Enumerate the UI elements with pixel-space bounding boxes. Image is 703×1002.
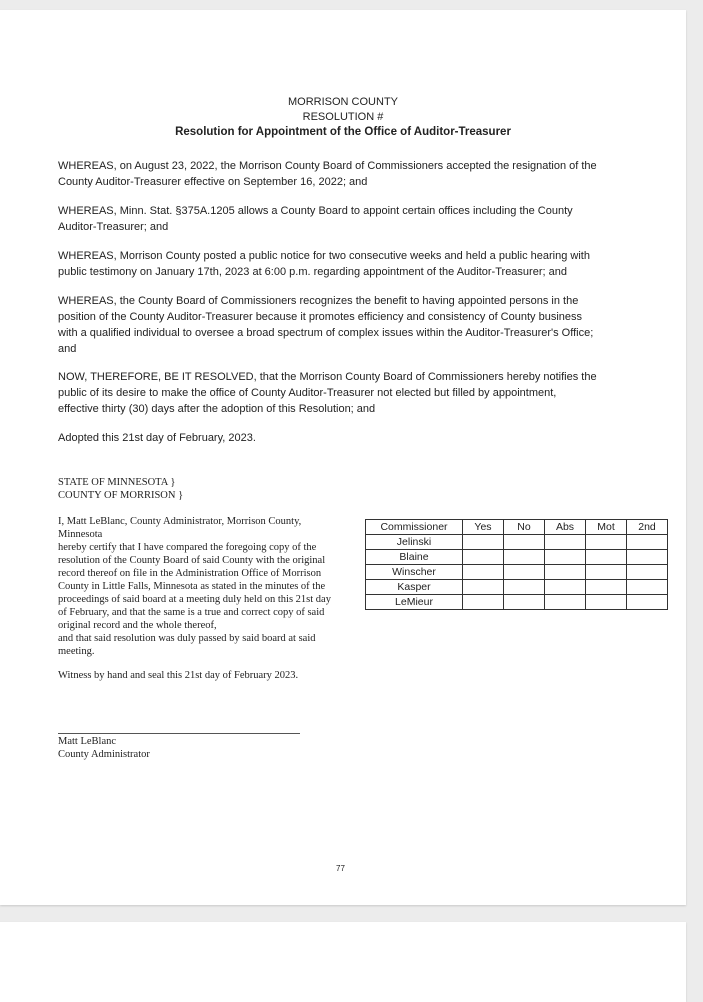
document-page	[0, 10, 686, 905]
resolution-paragraph	[58, 248, 590, 280]
vote-cell	[463, 580, 504, 595]
vote-cell	[463, 595, 504, 610]
paragraph-line: position of the County Auditor-Treasurer because it promotes efficiency and consistency of County business	[58, 311, 583, 323]
certification-line: resolution of the County Board of said County with the original	[58, 555, 326, 566]
table-row	[366, 565, 668, 580]
commissioner-name: Winscher	[366, 565, 463, 580]
commissioner-name: Jelinski	[366, 535, 463, 550]
column-header: Abs	[545, 520, 586, 535]
resolution-paragraph	[58, 369, 597, 417]
column-header: No	[504, 520, 545, 535]
column-header: Mot	[586, 520, 627, 535]
certification-line: of February, and that the same is a true and correct copy of said	[58, 607, 325, 618]
paragraph-line: WHEREAS, on August 23, 2022, the Morrison County Board of Commissioners accepted the resignation of the	[58, 160, 597, 172]
certification-line: proceedings of said board at a meeting duly held on this 21st day	[58, 594, 331, 605]
vote-cell	[463, 565, 504, 580]
next-document-page	[0, 922, 686, 1002]
column-header: Commissioner	[366, 520, 463, 535]
venue-county: COUNTY OF MORRISON }	[58, 490, 184, 501]
vote-cell	[545, 580, 586, 595]
signature-line	[58, 733, 300, 734]
certification-line: record thereof on file in the Administration Office of Morrison	[58, 568, 322, 579]
column-header: Yes	[463, 520, 504, 535]
vote-cell	[545, 535, 586, 550]
table-row	[366, 535, 668, 550]
column-header: 2nd	[627, 520, 668, 535]
certification-line: meeting.	[58, 646, 95, 657]
witness-statement: Witness by hand and seal this 21st day of February 2023.	[58, 670, 299, 681]
vote-cell	[504, 595, 545, 610]
certification-block	[58, 515, 331, 658]
paragraph-line: WHEREAS, the County Board of Commissioners recognizes the benefit to having appointed persons in the	[58, 295, 579, 307]
vote-cell	[545, 595, 586, 610]
resolution-number: RESOLUTION #	[302, 111, 384, 123]
certification-line: and that said resolution was duly passed by said board at said	[58, 633, 316, 644]
paragraph-line: public of its desire to make the office of County Auditor-Treasurer not elected but filled by appointment,	[58, 387, 557, 399]
vote-cell	[627, 595, 668, 610]
vote-cell	[586, 565, 627, 580]
table-row	[366, 550, 668, 565]
vote-cell	[627, 550, 668, 565]
vote-cell	[504, 535, 545, 550]
vote-cell	[627, 535, 668, 550]
paragraph-line: public testimony on January 17th, 2023 at 6:00 p.m. regarding appointment of the Auditor-Treasurer; and	[58, 266, 567, 278]
vote-cell	[504, 580, 545, 595]
signer-name: Matt LeBlanc	[58, 736, 117, 747]
table-row	[366, 595, 668, 610]
vote-cell	[627, 565, 668, 580]
certification-line: original record and the whole thereof,	[58, 620, 217, 631]
resolution-paragraph	[58, 430, 256, 446]
paragraph-line: WHEREAS, Minn. Stat. §375A.1205 allows a County Board to appoint certain offices including the County	[58, 205, 573, 217]
vote-cell	[586, 535, 627, 550]
page-number: 77	[336, 864, 345, 873]
paragraph-line: Adopted this 21st day of February, 2023.	[58, 432, 256, 444]
vote-cell	[545, 565, 586, 580]
certification-line: County in Little Falls, Minnesota as stated in the minutes of the	[58, 581, 326, 592]
paragraph-line: with a qualified individual to oversee a broad spectrum of complex issues within the Auditor-Treasurer's Office;	[58, 327, 594, 339]
vote-cell	[463, 535, 504, 550]
commissioner-name: Kasper	[366, 580, 463, 595]
resolution-paragraph	[58, 203, 573, 235]
paragraph-line: and	[58, 343, 77, 355]
venue-state: STATE OF MINNESOTA }	[58, 477, 176, 488]
paragraph-line: WHEREAS, Morrison County posted a public notice for two consecutive weeks and held a public hearing with	[58, 250, 590, 262]
paragraph-line: effective thirty (30) days after the adoption of this Resolution; and	[58, 403, 376, 415]
vote-cell	[504, 565, 545, 580]
resolution-title: Resolution for Appointment of the Office of Auditor-Treasurer	[175, 126, 511, 138]
paragraph-line: County Auditor-Treasurer effective on September 16, 2022; and	[58, 176, 368, 188]
vote-cell	[463, 550, 504, 565]
commissioner-name: Blaine	[366, 550, 463, 565]
paragraph-line: NOW, THEREFORE, BE IT RESOLVED, that the Morrison County Board of Commissioners hereby notifies the	[58, 371, 597, 383]
paragraph-line: Auditor-Treasurer; and	[58, 221, 169, 233]
commissioner-name: LeMieur	[366, 595, 463, 610]
vote-cell	[586, 595, 627, 610]
vote-cell	[545, 550, 586, 565]
vote-cell	[586, 550, 627, 565]
table-row	[366, 580, 668, 595]
vote-cell	[627, 580, 668, 595]
resolution-paragraph	[58, 293, 593, 357]
signature-block	[58, 735, 150, 761]
resolution-paragraph	[58, 158, 597, 190]
signer-title: County Administrator	[58, 749, 150, 760]
vote-cell	[504, 550, 545, 565]
vote-cell	[586, 580, 627, 595]
venue-block	[58, 476, 183, 502]
county-heading: MORRISON COUNTY	[288, 96, 398, 108]
certification-line: Minnesota	[58, 529, 103, 540]
certification-line: I, Matt LeBlanc, County Administrator, Morrison County,	[58, 516, 302, 527]
vote-table	[365, 519, 668, 610]
certification-line: hereby certify that I have compared the foregoing copy of the	[58, 542, 317, 553]
